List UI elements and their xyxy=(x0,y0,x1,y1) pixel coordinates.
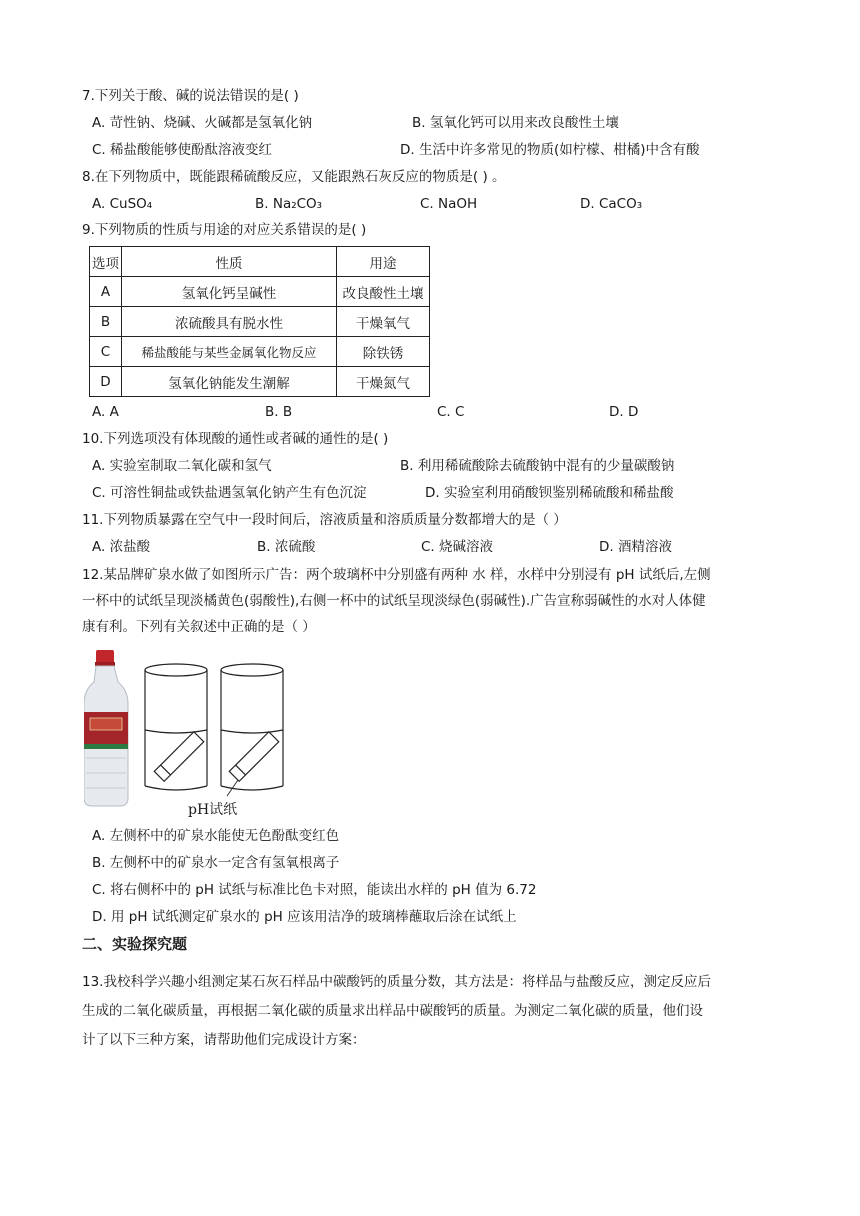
q10-option-a: A. 实验室制取二氧化碳和氢气 xyxy=(92,458,272,474)
question-8-stem: 8.在下列物质中，既能跟稀硫酸反应，又能跟熟石灰反应的物质是( ) 。 xyxy=(82,169,506,185)
table-header-row xyxy=(90,247,430,277)
table-cell: 氢氧化钠能发生潮解 xyxy=(122,367,337,397)
question-10-stem: 10.下列选项没有体现酸的通性或者碱的通性的是( ) xyxy=(82,431,389,447)
section-title: 二、实验探究题 xyxy=(82,935,188,953)
q11-option-b: B. 浓硫酸 xyxy=(257,539,316,555)
q9-option-d: D. D xyxy=(609,404,639,420)
q12-option-d: D. 用 pH 试纸测定矿泉水的 pH 应该用洁净的玻璃棒蘸取后涂在试纸上 xyxy=(92,909,517,925)
q12-option-a: A. 左侧杯中的矿泉水能使无色酚酞变红色 xyxy=(92,828,340,844)
q13-line-2: 生成的二氧化碳质量，再根据二氧化碳的质量求出样品中碳酸钙的质量。为测定二氧化碳的质量，他们设 xyxy=(82,1003,703,1019)
table-row xyxy=(90,277,430,307)
table-header-cell: 用途 xyxy=(337,247,430,277)
q12-option-c: C. 将右侧杯中的 pH 试纸与标准比色卡对照，能读出水样的 pH 值为 6.72 xyxy=(92,882,537,898)
table-row xyxy=(90,307,430,337)
table-cell: 浓硫酸具有脱水性 xyxy=(122,307,337,337)
q7-option-a: A. 苛性钠、烧碱、火碱都是氢氧化钠 xyxy=(92,115,313,131)
right-glass-cup xyxy=(221,664,283,796)
question-11-stem: 11.下列物质暴露在空气中一段时间后，溶液质量和溶质质量分数都增大的是（ ） xyxy=(82,512,567,528)
left-glass-cup xyxy=(145,664,207,790)
water-bottle-image xyxy=(84,650,128,806)
table-row xyxy=(90,367,430,397)
question-13-stem xyxy=(82,968,782,1055)
q10-option-c: C. 可溶性铜盐或铁盐遇氢氧化钠产生有色沉淀 xyxy=(92,485,367,501)
q7-option-b: B. 氢氧化钙可以用来改良酸性土壤 xyxy=(412,115,619,131)
table-cell: 氢氧化钙呈碱性 xyxy=(122,277,337,307)
table-header-cell: 性质 xyxy=(122,247,337,277)
table-cell: A xyxy=(90,277,122,307)
q11-option-a: A. 浓盐酸 xyxy=(92,539,151,555)
q8-option-c: C. NaOH xyxy=(420,196,478,212)
table-row xyxy=(90,337,430,367)
q11-option-c: C. 烧碱溶液 xyxy=(421,539,494,555)
q13-line-3: 计了以下三种方案，请帮助他们完成设计方案： xyxy=(82,1032,366,1048)
q8-option-b: B. Na₂CO₃ xyxy=(255,196,323,212)
q11-option-d: D. 酒精溶液 xyxy=(599,539,672,555)
q9-option-a: A. A xyxy=(92,404,119,420)
q10-option-b: B. 利用稀硫酸除去硫酸钠中混有的少量碳酸钠 xyxy=(400,458,675,474)
q12-line-1: 12.某品牌矿泉水做了如图所示广告：两个玻璃杯中分别盛有两种 水 样，水样中分别浸有 pH 试纸后,左侧 xyxy=(82,567,711,583)
table-cell: B xyxy=(90,307,122,337)
q7-option-d: D. 生活中许多常见的物质(如柠檬、柑橘)中含有酸 xyxy=(400,142,700,158)
q8-option-a: A. CuSO₄ xyxy=(92,196,153,212)
table-cell: 除铁锈 xyxy=(337,337,430,367)
q8-option-d: D. CaCO₃ xyxy=(580,196,643,212)
table-cell: C xyxy=(90,337,122,367)
question-9-stem: 9.下列物质的性质与用途的对应关系错误的是( ) xyxy=(82,222,367,238)
q13-line-1: 13.我校科学兴趣小组测定某石灰石样品中碳酸钙的质量分数，其方法是：将样品与盐酸反应，测定反应后 xyxy=(82,974,711,990)
q7-option-c: C. 稀盐酸能够使酚酞溶液变红 xyxy=(92,142,273,158)
q12-figure xyxy=(84,648,304,822)
q12-line-3: 康有利。下列有关叙述中正确的是（ ） xyxy=(82,619,316,635)
question-12-stem xyxy=(82,562,782,640)
ph-paper-label: pH试纸 xyxy=(188,802,238,818)
q12-line-2: 一杯中的试纸呈现淡橘黄色(弱酸性),右侧一杯中的试纸呈现淡绿色(弱碱性).广告宣称弱碱性的水对人体健 xyxy=(82,593,706,609)
table-header-cell: 选项 xyxy=(90,247,122,277)
table-cell: 干燥氧气 xyxy=(337,307,430,337)
q12-option-b: B. 左侧杯中的矿泉水一定含有氢氧根离子 xyxy=(92,855,340,871)
table-cell: 稀盐酸能与某些金属氧化物反应 xyxy=(122,337,337,367)
q9-option-b: B. B xyxy=(265,404,293,420)
q10-option-d: D. 实验室利用硝酸钡鉴别稀硫酸和稀盐酸 xyxy=(425,485,674,501)
table-cell: D xyxy=(90,367,122,397)
q9-table xyxy=(89,246,430,397)
q9-option-c: C. C xyxy=(437,404,465,420)
table-cell: 改良酸性土壤 xyxy=(337,277,430,307)
question-7-stem: 7.下列关于酸、碱的说法错误的是( ) xyxy=(82,88,299,104)
table-cell: 干燥氮气 xyxy=(337,367,430,397)
